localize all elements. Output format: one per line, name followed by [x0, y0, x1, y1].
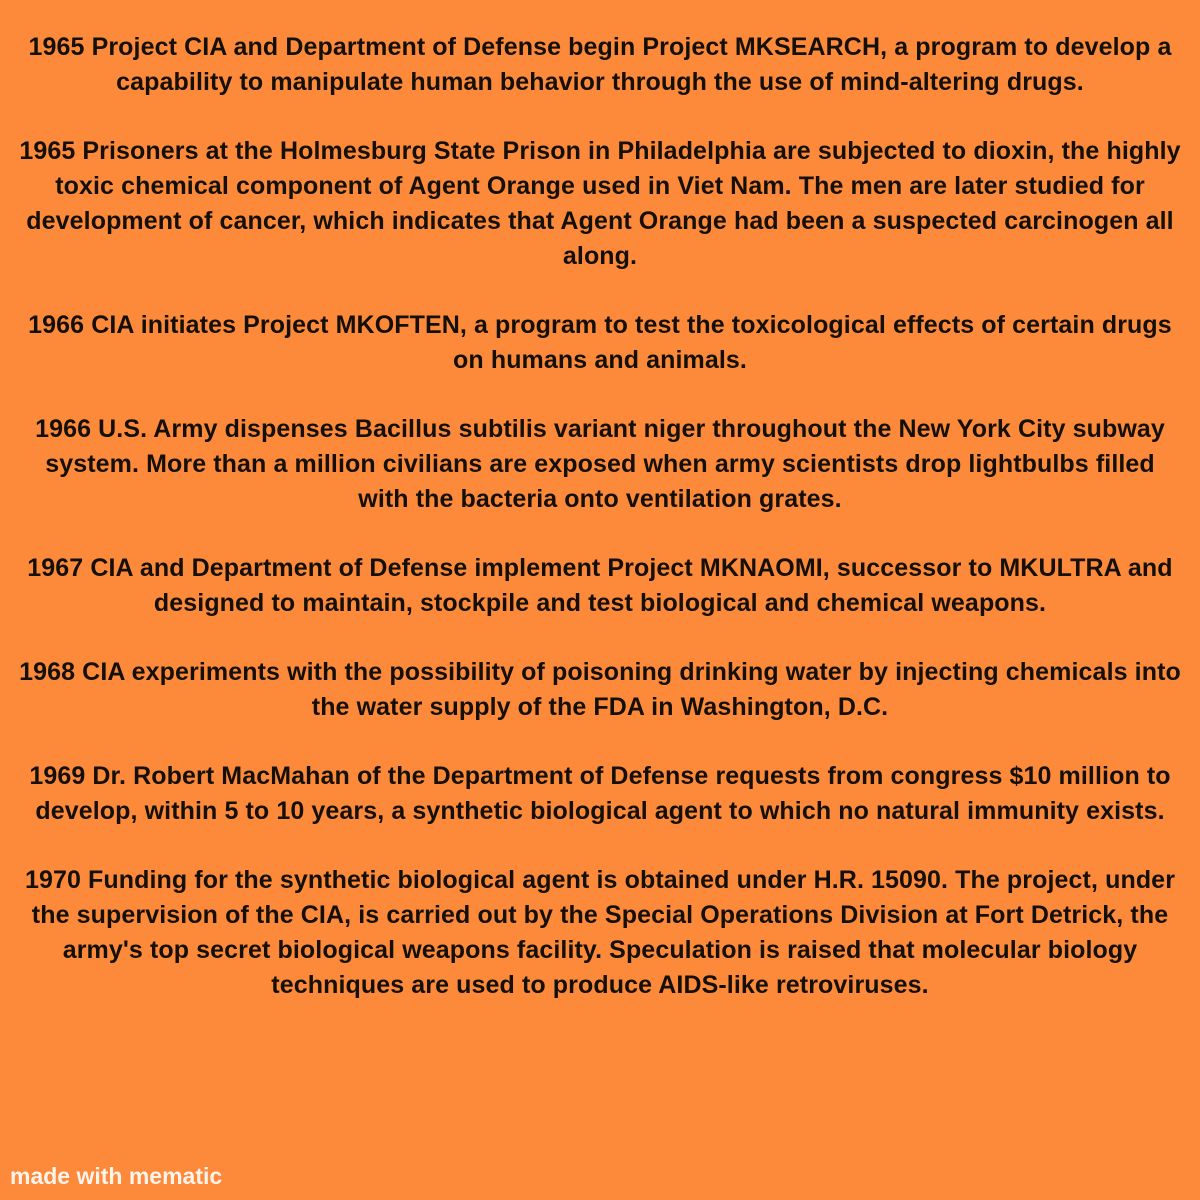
- timeline-document: [0, 30, 1200, 1037]
- timeline-entry-1969-macmahan: 1969 Dr. Robert MacMahan of the Department of Defense requests from congress $10 million to develop, within 5 to 10 years, a synthetic biological agent to which no natural immunity exists.: [29, 762, 1171, 825]
- timeline-entry-1967-mknaomi: 1967 CIA and Department of Defense implement Project MKNAOMI, successor to MKULTRA and designed to maintain, stockpile and test biological and chemical weapons.: [27, 554, 1173, 617]
- timeline-entry-1965-holmesburg: 1965 Prisoners at the Holmesburg State Prison in Philadelphia are subjected to dioxin, the highly toxic chemical component of Agent Orange used in Viet Nam. The men are later studied for development of cancer, which indicates that Agent Orange had been a suspected carcinogen all along.: [19, 137, 1181, 270]
- mematic-watermark: made with mematic: [10, 1163, 223, 1189]
- timeline-entry-1966-mkoften: 1966 CIA initiates Project MKOFTEN, a program to test the toxicological effects of certain drugs on humans and animals.: [28, 311, 1172, 374]
- timeline-entry-1970-funding: 1970 Funding for the synthetic biological agent is obtained under H.R. 15090. The project, under the supervision of the CIA, is carried out by the Special Operations Division at Fort Detrick, the army's top secret biological weapons facility. Speculation is raised that molecular biology techniques are used to produce AIDS-like retroviruses.: [24, 866, 1176, 999]
- timeline-entry-1968-water: 1968 CIA experiments with the possibility of poisoning drinking water by injecting chemicals into the water supply of the FDA in Washington, D.C.: [19, 658, 1181, 721]
- timeline-entry-1965-mksearch: 1965 Project CIA and Department of Defense begin Project MKSEARCH, a program to develop a capability to manipulate human behavior through the use of mind-altering drugs.: [28, 33, 1172, 96]
- timeline-entry-1966-subway: 1966 U.S. Army dispenses Bacillus subtilis variant niger throughout the New York City subway system. More than a million civilians are exposed when army scientists drop lightbulbs filled with the bacteria onto ventilation grates.: [35, 415, 1165, 513]
